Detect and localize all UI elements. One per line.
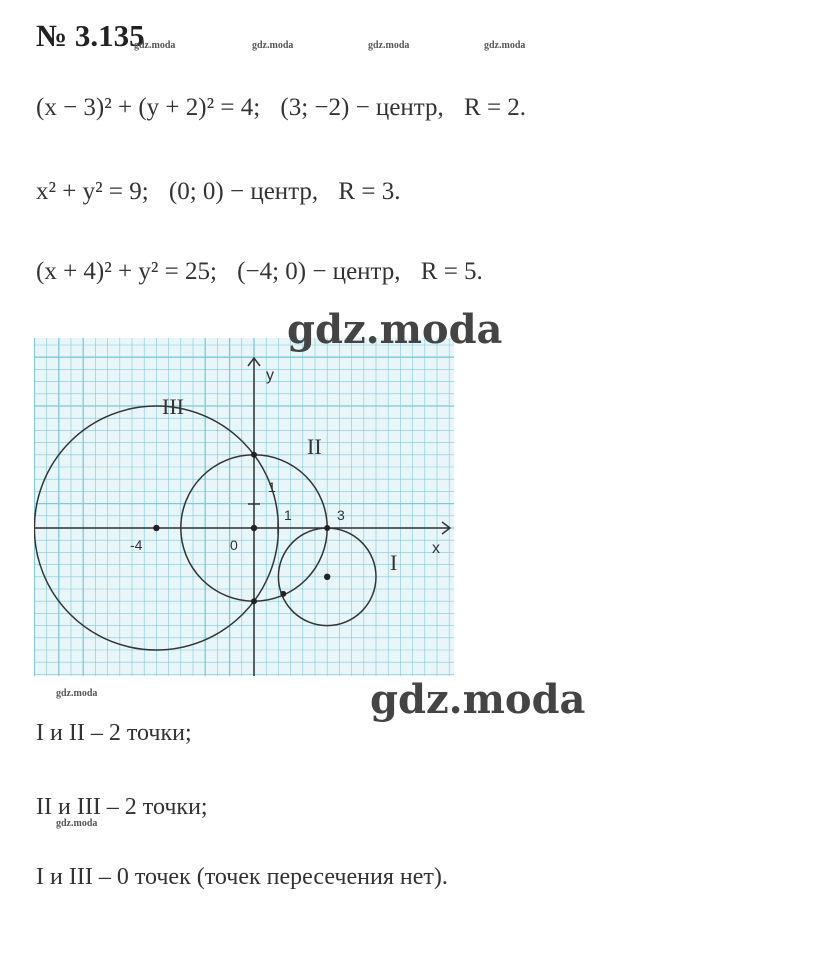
x-minus4-label: -4 — [130, 537, 143, 553]
x-axis-label: x — [432, 540, 440, 557]
watermark-small: gdz.moda — [368, 40, 410, 51]
marked-point — [251, 452, 257, 458]
marked-point — [251, 598, 257, 604]
center-point-II — [251, 525, 257, 531]
y-tick-label: 1 — [268, 479, 276, 495]
x-tick-label: 1 — [284, 507, 292, 523]
y-axis-label: y — [266, 367, 274, 384]
circle-label-II: II — [307, 434, 322, 459]
equation-radius: R = 3. — [338, 178, 401, 205]
equation-row-2 — [36, 178, 400, 206]
equation-lhs: (x − 3)² + (y + 2)² = 4; — [36, 94, 261, 121]
watermark-large: gdz.moda — [287, 306, 503, 353]
equation-row-1 — [36, 94, 526, 122]
equation-lhs: x² + y² = 9; — [36, 178, 149, 205]
equation-lhs: (x + 4)² + y² = 25; — [36, 258, 217, 285]
watermark-large: gdz.moda — [370, 676, 586, 723]
marked-point — [324, 525, 330, 531]
watermark-small: gdz.moda — [56, 688, 98, 699]
answer-1: I и II – 2 точки; — [36, 720, 192, 746]
circle-label-I: I — [390, 550, 398, 575]
origin-label: 0 — [230, 537, 238, 553]
answer-3: I и III – 0 точек (точек пересечения нет). — [36, 864, 448, 890]
circles-graph — [34, 338, 454, 676]
watermark-small: gdz.moda — [484, 40, 526, 51]
equation-center: (0; 0) − центр, — [168, 178, 319, 205]
equation-center: (3; −2) − центр, — [280, 94, 444, 121]
center-point-I — [324, 574, 330, 580]
answer-2: II и III – 2 точки; — [36, 794, 208, 820]
equation-radius: R = 5. — [420, 258, 483, 285]
equation-center: (−4; 0) − центр, — [237, 258, 401, 285]
center-point-III — [153, 525, 159, 531]
equation-radius: R = 2. — [464, 94, 527, 121]
watermark-small: gdz.moda — [252, 40, 294, 51]
watermark-small: gdz.moda — [134, 40, 176, 51]
x-3-label: 3 — [337, 507, 345, 523]
watermark-small: gdz.moda — [56, 818, 98, 829]
problem-number: № 3.135 — [36, 18, 145, 53]
graph-background — [34, 338, 454, 676]
marked-point — [280, 591, 286, 597]
circle-label-III: III — [162, 394, 184, 419]
equation-row-3 — [36, 258, 483, 286]
